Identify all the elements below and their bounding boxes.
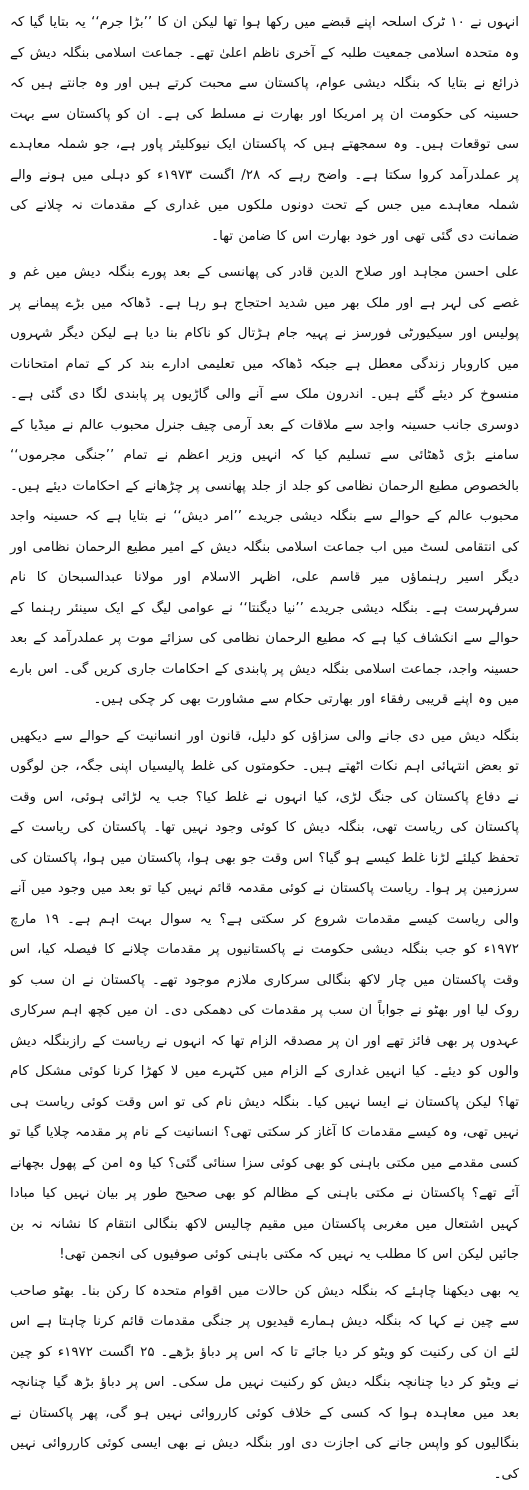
article-paragraph-3: بنگلہ دیش میں دی جانے والی سزاؤں کو دلیل، قانون اور انسانیت کے حوالے سے دیکھیں تو بعض انتہائی اہم نکات اٹھتے ہیں۔ حکومتوں کی غلط پالیسیاں اپنی جگہ، جن لوگوں نے دفاع پاکستان کی جنگ لڑی، کیا انہوں نے غلط کیا؟ جب یہ لڑائی ہوئی، اس وقت پاکستان کی ریاست تھی، بنگلہ دیش کا کوئی وجود نہیں تھا۔ پاکستان کی ریاست کے تحفظ کیلئے لڑنا غلط کیسے ہو گیا؟ اس وقت جو بھی ہوا، پاکستان میں ہوا، پاکستان کی سرزمین پر ہوا۔ ریاست پاکستان نے کوئی مقدمہ قائم نہیں کیا تو بعد میں وجود میں آنے والی ریاست کیسے مقدمات شروع کر سکتی ہے؟ یہ سوال بہت اہم ہے۔ ۱۹ مارچ ۱۹۷۲ء کو جب بنگلہ دیشی حکومت نے پاکستانیوں پر مقدمات چلانے کا فیصلہ کیا، اس وقت پاکستان میں چار لاکھ بنگالی سرکاری ملازم موجود تھے۔ پاکستان نے ان سب کو روک لیا اور بھٹو نے جواباً ان سب پر مقدمات کی دھمکی دی۔ ان میں کچھ اہم سرکاری عہدوں پر بھی فائز تھے اور ان پر مصدقہ الزام تھا کہ انہوں نے ریاست کے رازبنگلہ دیش والوں کو دیئے۔ کیا انہیں غداری کے الزام میں کٹہرے میں لا کھڑا کرنا کوئی مشکل کام تھا؟ لیکن پاکستان نے ایسا نہیں کیا۔ بنگلہ دیش نام کی تو اس وقت کوئی ریاست ہی نہیں تھی، وہ کیسے مقدمات کا آغاز کر سکتی تھی؟ انسانیت کے نام پر مقدمہ چلایا گیا تو کسی مقدمے میں مکتی باہنی کو بھی کوئی سزا سنائی گئی؟ کیا وہ امن کے پھول بچھانے آئے تھے؟ پاکستان نے مکتی باہنی کے مظالم کو بھی صحیح طور پر بیان نہیں کیا مبادا کہیں اشتعال میں مغربی پاکستان میں مقیم چالیس لاکھ بنگالی انتقام کا نشانہ نہ بن جائیں لیکن اس کا مطلب یہ نہیں کہ مکتی باہنی کوئی صوفیوں کی انجمن تھی!	[10, 722, 519, 1271]
article-paragraph-1: انہوں نے ۱۰ ٹرک اسلحہ اپنے قبضے میں رکھا ہوا تھا لیکن ان کا ’’بڑا جرم‘‘ یہ بتایا گیا کہ وہ متحدہ اسلامی جمعیت طلبہ کے آخری ناظم اعلیٰ تھے۔ جماعت اسلامی بنگلہ دیش کے ذرائع نے بتایا کہ بنگلہ دیشی عوام، پاکستان سے محبت کرتے ہیں اور وہ جانتے ہیں کہ حسینہ کی حکومت ان پر امریکا اور بھارت نے مسلط کی ہے۔ ان کو پاکستان سے بہت سی توقعات ہیں۔ وہ سمجھتے ہیں کہ پاکستان ایک نیوکلیئر پاور ہے، جو شملہ معاہدے پر عملدرآمد کروا سکتا ہے۔ واضح رہے کہ ۲۸/ اگست ۱۹۷۳ء کو دہلی میں ہونے والے شملہ معاہدے میں جس کے تحت دونوں ملکوں میں غداری کے مقدمات نہ چلانے کی ضمانت دی گئی تھی اور خود بھارت اس کا ضامن تھا۔	[10, 8, 519, 252]
article-paragraph-4: یہ بھی دیکھنا چاہئے کہ بنگلہ دیش کن حالات میں اقوام متحدہ کا رکن بنا۔ بھٹو صاحب سے چین نے کہا کہ بنگلہ دیش ہمارے قیدیوں پر جنگی مقدمات قائم کرنا چاہتا ہے اس لئے ان کی رکنیت کو ویٹو کر دیا جائے تا کہ اس پر دباؤ بڑھے۔ ۲۵ اگست ۱۹۷۲ء کو چین نے ویٹو کر دیا چنانچہ بنگلہ دیش کو رکنیت نہیں مل سکی۔ اس پر دباؤ بڑھ گیا چنانچہ بعد میں معاہدہ ہوا کہ کسی کے خلاف کوئی کارروائی نہیں ہو گی، پھر پاکستان نے بنگالیوں کو واپس جانے کی اجازت دی اور بنگلہ دیش نے بھی ایسی کوئی کارروائی نہیں کی۔	[10, 1277, 519, 1490]
article-paragraph-2: علی احسن مجاہد اور صلاح الدین قادر کی پھانسی کے بعد پورے بنگلہ دیش میں غم و غصے کی لہر ہے اور ملک بھر میں شدید احتجاج ہو رہا ہے۔ ڈھاکہ میں بڑے پیمانے پر پولیس اور سیکیورٹی فورسز نے پہیہ جام ہڑتال کو ناکام بنا دیا ہے لیکن دیگر شہروں میں کاروبار زندگی معطل ہے جبکہ ڈھاکہ میں تعلیمی ادارے بند کر کے تمام امتحانات منسوخ کر دیئے گئے ہیں۔ اندرون ملک سے آنے والی گاڑیوں پر پابندی لگا دی گئی ہے۔ دوسری جانب حسینہ واجد سے ملاقات کے بعد آرمی چیف جنرل محبوب عالم نے میڈیا کے سامنے بڑی ڈھٹائی سے تسلیم کیا کہ انہیں وزیر اعظم نے تمام ’’جنگی مجرموں‘‘ بالخصوص مطیع الرحمان نظامی کو جلد از جلد پھانسی پر چڑھانے کے احکامات دیئے ہیں۔ محبوب عالم کے حوالے سے بنگلہ دیشی جریدے ’’امر دیش‘‘ نے بتایا ہے کہ حسینہ واجد کی انتقامی لسٹ میں اب جماعت اسلامی بنگلہ دیش کے امیر مطیع الرحمان نظامی اور دیگر اسیر رہنماؤں میر قاسم علی، اظہر الاسلام اور مولانا عبدالسبحان کا نام سرفہرست ہے۔ بنگلہ دیشی جریدے ’’نیا دیگنتا‘‘ نے عوامی لیگ کے ایک سینئر رہنما کے حوالے سے انکشاف کیا ہے کہ مطیع الرحمان نظامی کی سزائے موت پر عملدرآمد کے بعد حسینہ واجد، جماعت اسلامی بنگلہ دیش پر پابندی کے احکامات جاری کریں گی۔ اس بارے میں وہ اپنے قریبی رفقاء اور بھارتی حکام سے مشاورت بھی کر چکی ہیں۔	[10, 258, 519, 716]
